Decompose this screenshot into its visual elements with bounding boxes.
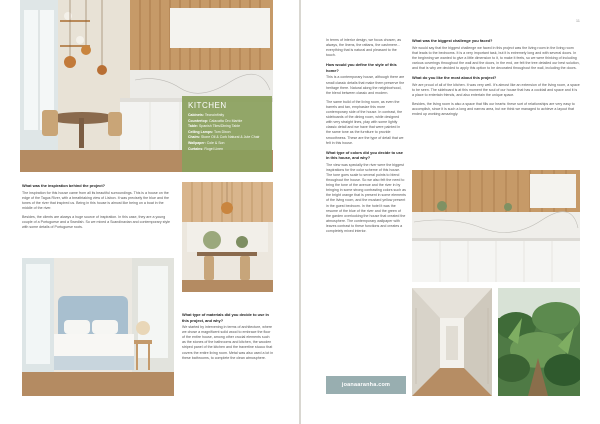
answer-paragraph: The inspiration for this house came from all its beautiful surroundings. This is a house on the edge of the Tagus River, with a breathtaking view of Lisbon. It was precisely the blue and the tones of the river that inspired us. Being in this house is almost like being on a boat in the middle of the river.	[22, 190, 169, 210]
credit-row: Wallpaper: Cole & Son	[188, 140, 225, 145]
hallway-photo	[412, 288, 492, 396]
website-banner: joanaaranha.com	[326, 376, 406, 394]
question-heading: What was the inspiration behind the project?	[22, 183, 106, 188]
garden-photo	[498, 288, 580, 396]
credit-row: Cabinets: Tecnoinfinity	[188, 113, 225, 117]
materials-section	[182, 312, 274, 365]
credit-row: Ceiling Lamps: Tom Dixon	[188, 129, 231, 134]
answer-paragraph: We are proud of all of the kitchen. It was very well. It's almost like an extension of the living room, a space to be seen. The sideboard is at this moment the soul of our house that has a cocktail and space and it is a place to entertain friends, and also entertain the unique space.	[412, 82, 580, 97]
inspiration-section	[22, 183, 174, 234]
kitchen-wide-photo	[412, 170, 580, 282]
kitchen-credits-title: KITCHEN	[188, 101, 227, 110]
credit-row: Chairs: Stone Oil & Cork Natural & Jute Chair	[188, 135, 260, 140]
challenge-section	[412, 38, 580, 121]
question-heading: What type of colors did you decide to use in this house, and why?	[326, 149, 403, 161]
question-heading: How would you define the style of this home?	[326, 62, 397, 73]
kitchen-credits-box	[182, 96, 272, 172]
hallway-illustration	[412, 288, 492, 396]
bedroom-illustration	[22, 258, 174, 396]
answer-paragraph: We would say that the biggest challenge we faced in this project was the living room in the living room that leads to the bedrooms. It is a very important task, but it is extremely long and with several doors. In the beginning we wanted to give a little dimension to it, to make it feels, so we were thinking of including various coverings throughout the wall and the doors, in the end, we felt the tree detailed our best solution, and that is why we decided to apply this option to be decorated throughout the wall, including the doors.	[412, 45, 580, 70]
page-number: 11	[575, 18, 580, 23]
answer-paragraph: The view was specially the river were the biggest inspirations for the color scheme of this house. The tone goes scale to several points to blend throughout the house. So we also felt the need to bring the tone of the avenue and the river in by bringing in some strong contrasting colors such as the bright orange that is present in some elements of the living room, and the mustard yellow present in the guest bedroom. In the hotel it was the resume of the blue of the river and the green of the garden overlooking the house that created the atmosphere. The contemporary wallpaper with leaves contrast to these functions and creates a completely mixed interior.	[326, 162, 406, 233]
question-heading: What do you like the most about this project?	[412, 75, 497, 81]
garden-illustration	[498, 288, 580, 396]
answer-paragraph: We started by intervening in terms of architecture, where we chose a magnificent solid wood to embrace the floor of the entire house, among other crucial elements such as the stones of the bathrooms and kitchen, the wooden striped panel of the kitchen and the travertine stucco that covers the entire living room. Metal was also used a lot in these bathrooms, to complete the clean atmosphere.	[182, 325, 274, 360]
bedroom-photo	[22, 258, 174, 396]
answer-paragraph: This is a contemporary house, although there are small classic details that make them preserve the heritage there. Natural along the neighborhood, the blend between classic and modern.	[326, 75, 405, 95]
answer-paragraph: Besides, the living room is also a space that fills our hearts: these sort of relationships are very easy to accomplish, since it is such a long and narrow area, but we think we managed to achieve a layout that ended up working amazingly.	[412, 101, 575, 117]
question-heading: What type of materials did you decide to use in this project, and why?	[182, 312, 269, 323]
answer-paragraph: Besides, the clients are always a huge source of inspiration. In this case, they are a young couple of a Portuguese and a Swedish. So we mixed a Scandinavian and contemporary style with some details of Portuguese roots.	[22, 214, 171, 230]
credit-row: Table: Spanish Tiles/Dining Table	[188, 124, 241, 129]
answer-paragraph: The same build of the living room, as even the barrels and tan, emphasize this more contemporary side of the house. In contrast, the sideboards of the dining room, while designed with very straight lines, play with some lightly classic detail and we have that were painted in the same tone as the furniture to provide smoothness. These are the type of detail that we felt in this house.	[326, 99, 404, 145]
left-page	[0, 0, 299, 424]
credit-row: Countertop: Calacatta Oro Marble	[188, 118, 243, 123]
style-section	[326, 38, 406, 238]
dining-photo	[182, 182, 273, 292]
answer-paragraph: In terms of interior design, we focus chosen, as always, the linens, the rattans, the cashmere... everything that is natural and pleasant to the touch.	[326, 38, 402, 58]
dining-illustration	[182, 182, 273, 292]
question-heading: What was the biggest challenge you faced?	[412, 38, 493, 43]
credit-row: Curtains: Rogel Linen	[188, 146, 224, 151]
kitchen-wide-illustration	[412, 170, 580, 282]
